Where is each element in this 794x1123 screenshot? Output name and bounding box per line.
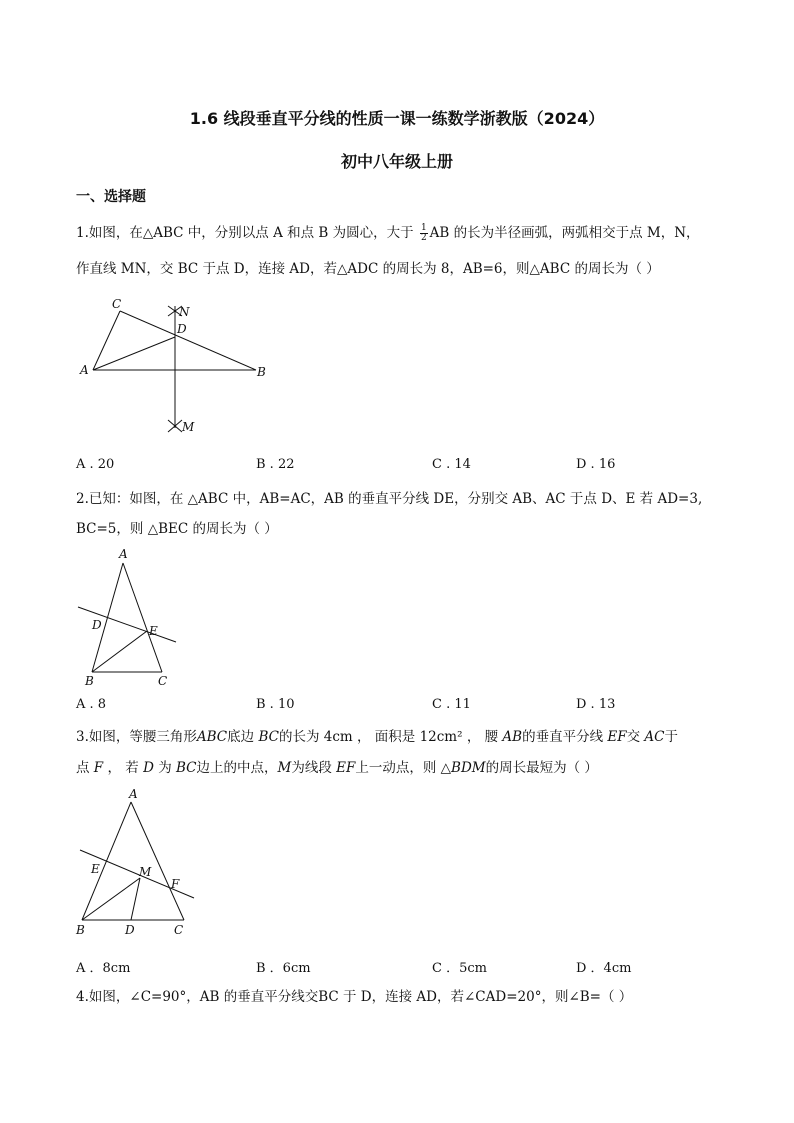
q1-option-b[interactable]: B . 22 (256, 457, 295, 472)
q3-math-bc: BC (258, 729, 279, 745)
q3-math-f: F (93, 760, 104, 776)
q3-math-ab: AB (502, 729, 523, 745)
question-4-line-1: 4.如图，∠C=90°，AB 的垂直平分线交BC 于 D，连接 AD，若∠CAD=20°，则∠B=（ ） (76, 989, 633, 1005)
document-title: 1.6 线段垂直平分线的性质一课一练数学浙教版（2024） (189, 109, 605, 128)
q3-math-ef: EF (607, 729, 627, 745)
q3-text: ， 若 (107, 760, 139, 776)
q3-text: 点 (76, 760, 90, 776)
q1-option-a[interactable]: A . 20 (76, 457, 115, 472)
q1-option-c[interactable]: C . 14 (432, 457, 471, 472)
q3-text: 上一动点，则 (355, 760, 437, 776)
question-3-line-1 (76, 727, 678, 747)
q2-option-b[interactable]: B . 10 (256, 697, 295, 712)
fraction-half (420, 224, 428, 243)
question-2-line-2: BC=5，则 △BEC 的周长为（ ） (76, 521, 278, 537)
document-subtitle: 初中八年级上册 (340, 152, 453, 171)
fig2-label-d: D (92, 618, 102, 632)
fraction-numerator: 1 (420, 223, 427, 233)
q3-math-triangle: △BDM (440, 760, 486, 776)
fig1-label-b: B (257, 365, 266, 379)
fig1-label-d: D (177, 322, 187, 336)
q3-math-d: D (143, 760, 154, 776)
fig1-label-a: A (80, 363, 89, 377)
q3-math-abc: ABC (196, 729, 228, 745)
question-1-figure (76, 294, 276, 436)
fig3-label-m: M (139, 865, 152, 879)
question-2-line-1: 2.已知：如图，在 △ABC 中，AB=AC，AB 的垂直平分线 DE，分别交 AB、AC 于点 D、E 若 AD=3, (76, 491, 703, 507)
q3-text: 于 (664, 729, 678, 745)
fig1-label-n: N (179, 305, 190, 319)
question-2-figure (76, 546, 186, 686)
question-3-figure (74, 786, 198, 940)
question-1-line-1 (76, 223, 700, 243)
fig3-label-d: D (125, 923, 135, 937)
q3-math-m: M (277, 760, 292, 776)
q3-text: 的垂直平分线 (522, 729, 604, 745)
q2-option-a[interactable]: A . 8 (76, 697, 107, 712)
q2-option-c[interactable]: C . 11 (432, 697, 471, 712)
fig3-label-a: A (129, 787, 138, 801)
fraction-denominator: 2 (420, 233, 427, 243)
question-3-line-2 (76, 758, 598, 778)
q3-option-c[interactable]: C ．5cm (432, 961, 487, 976)
q1-text-a: 1.如图，在△ABC 中，分别以点 A 和点 B 为圆心，大于 (76, 225, 414, 241)
fig2-label-c: C (158, 674, 168, 686)
q3-text: 边上的中点， (196, 760, 278, 776)
q3-text: 底边 (227, 729, 255, 745)
q3-text: 的长为 4cm ， 面积是 12cm² ， 腰 (278, 729, 499, 745)
q3-option-d[interactable]: D ．4cm (576, 961, 632, 976)
q3-text: 交 (626, 729, 641, 745)
q3-option-a[interactable]: A ．8cm (76, 961, 131, 976)
q2-option-d[interactable]: D . 13 (576, 697, 616, 712)
fig1-label-m: M (182, 420, 195, 434)
fig2-label-a: A (119, 547, 128, 561)
q1-text-b: AB 的长为半径画弧，两弧相交于点 M，N， (429, 225, 700, 241)
q3-option-b[interactable]: B ．6cm (256, 961, 311, 976)
fig3-label-f: F (171, 877, 180, 891)
q3-math-bc: BC (175, 760, 197, 776)
fig1-label-c: C (112, 297, 122, 311)
fig3-label-e: E (91, 862, 100, 876)
question-1-line-2: 作直线 MN，交 BC 于点 D，连接 AD，若△ADC 的周长为 8，AB=6，则△ABC 的周长为（ ） (76, 261, 660, 277)
q3-text: 为 (158, 760, 172, 776)
q3-text: 的周长最短为（ ） (485, 760, 598, 776)
fig3-label-b: B (76, 923, 85, 937)
fig2-label-e: E (149, 624, 158, 638)
q3-math-ac: AC (644, 729, 665, 745)
fig2-label-b: B (85, 674, 94, 686)
fig3-label-c: C (174, 923, 184, 937)
q1-option-d[interactable]: D . 16 (576, 457, 616, 472)
q3-text: 3.如图，等腰三角形 (76, 729, 197, 745)
section-heading: 一、选择题 (76, 189, 146, 205)
q3-math-ef: EF (336, 760, 356, 776)
q3-text: 为线段 (291, 760, 332, 776)
